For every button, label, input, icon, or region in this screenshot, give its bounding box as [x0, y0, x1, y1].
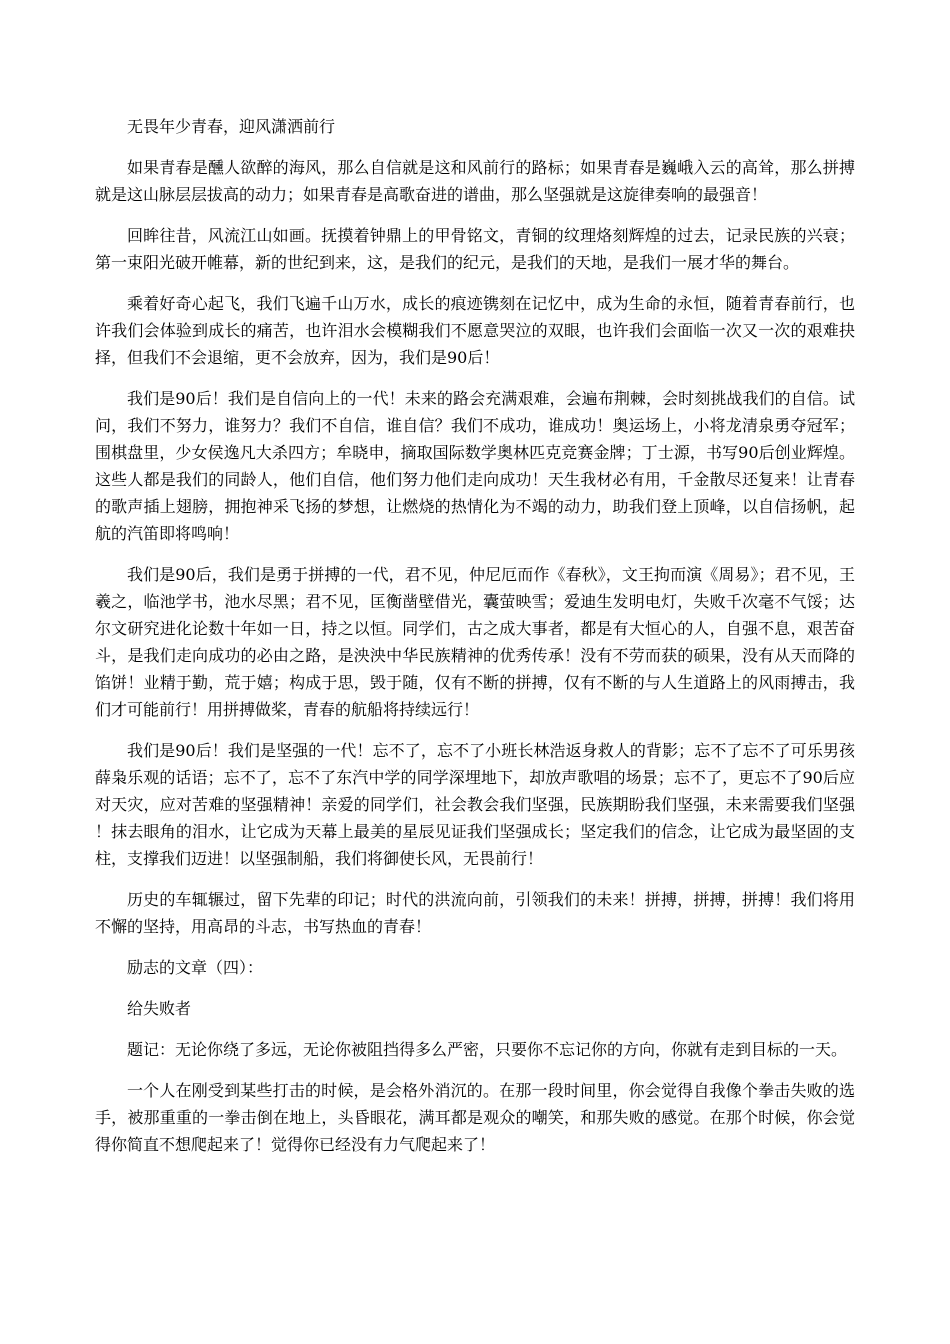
paragraph: 历史的车辄辗过，留下先辈的印记；时代的洪流向前，引领我们的未来！拼搏，拼搏，拼搏！我们将用不懈的坚持，用高昂的斗志，书写热血的青春！ [95, 890, 855, 936]
paragraph: 乘着好奇心起飞，我们飞遍千山万水，成长的痕迹镌刻在记忆中，成为生命的永恒，随着青春前行，也许我们会体验到成长的痛苦，也许泪水会模糊我们不愿意哭泣的双眼，也许我们会面临一次又一次的艰难抉择，但我们不会退缩，更不会放弃，因为，我们是90后！ [95, 294, 855, 367]
section-heading: 励志的文章（四）： [127, 958, 264, 977]
paragraph: 我们是90后，我们是勇于拼搏的一代，君不见，仲尼厄而作《春秋》，文王拘而演《周易》；君不见，王羲之，临池学书，池水尽黑；君不见，匡衡凿壁借光，囊萤映雪；爱迪生发明电灯，失败千次毫不气馁；达尔文研究进化论数十年如一日，持之以恒。同学们，古之成大事者，都是有大恒心的人，自强不息，艰苦奋斗，是我们走向成功的必由之路，是泱泱中华民族精神的优秀传承！没有不劳而获的硕果，没有从天而降的馅饼！业精于勤，荒于嬉；构成于思，毁于随，仅有不断的拼搏，仅有不断的与人生道路上的风雨搏击，我们才可能前行！用拼搏做桨，青春的航船将持续远行！ [95, 565, 855, 719]
document-page [95, 113, 855, 1172]
section-title: 给失败者 [127, 999, 192, 1018]
article-title: 无畏年少青春，迎风潇洒前行 [127, 117, 336, 136]
paragraph: 回眸往昔，风流江山如画。抚摸着钟鼎上的甲骨铭文，青铜的纹理烙刻辉煌的过去，记录民族的兴衰；第一束阳光破开帷幕，新的世纪到来，这，是我们的纪元，是我们的天地，是我们一展才华的舞台。 [95, 226, 855, 272]
paragraph: 如果青春是醺人欲醉的海风，那么自信就是这和风前行的路标；如果青春是巍峨入云的高耸，那么拼搏就是这山脉层层拔高的动力；如果青春是高歌奋进的谱曲，那么坚强就是这旋律奏响的最强音！ [95, 158, 855, 204]
paragraph: 我们是90后！我们是坚强的一代！忘不了，忘不了小班长林浩返身救人的背影；忘不了忘不了可乐男孩薛枭乐观的话语；忘不了，忘不了东汽中学的同学深埋地下，却放声歌唱的场景；忘不了，更忘不了90后应对天灾，应对苦难的坚强精神！亲爱的同学们，社会教会我们坚强，民族期盼我们坚强，未来需要我们坚强！抹去眼角的泪水，让它成为天幕上最美的星辰见证我们坚强成长；坚定我们的信念，让它成为最坚固的支柱，支撑我们迈进！以坚强制船，我们将御使长风，无畏前行！ [95, 741, 855, 868]
paragraph: 一个人在刚受到某些打击的时候，是会格外消沉的。在那一段时间里，你会觉得自我像个拳击失败的选手，被那重重的一拳击倒在地上，头昏眼花，满耳都是观众的嘲笑，和那失败的感觉。在那个时候，你会觉得你简直不想爬起来了！觉得你已经没有力气爬起来了！ [95, 1081, 855, 1154]
epigraph: 题记：无论你绕了多远，无论你被阻挡得多么严密，只要你不忘记你的方向，你就有走到目标的一天。 [127, 1040, 848, 1059]
paragraph: 我们是90后！我们是自信向上的一代！未来的路会充满艰难，会遍布荆棘，会时刻挑战我们的自信。试问，我们不努力，谁努力？我们不自信，谁自信？我们不成功，谁成功！奥运场上，小将龙清泉勇夺冠军；围棋盘里，少女侯逸凡大杀四方；牟晓申，摘取国际数学奥林匹克竞赛金牌；丁士源，书写90后创业辉煌。这些人都是我们的同龄人，他们自信，他们努力他们走向成功！天生我材必有用，千金散尽还复来！让青春的歌声插上翅膀，拥抱神采飞扬的梦想，让燃烧的热情化为不竭的动力，助我们登上顶峰，以自信扬帆，起航的汽笛即将鸣响！ [95, 389, 855, 543]
